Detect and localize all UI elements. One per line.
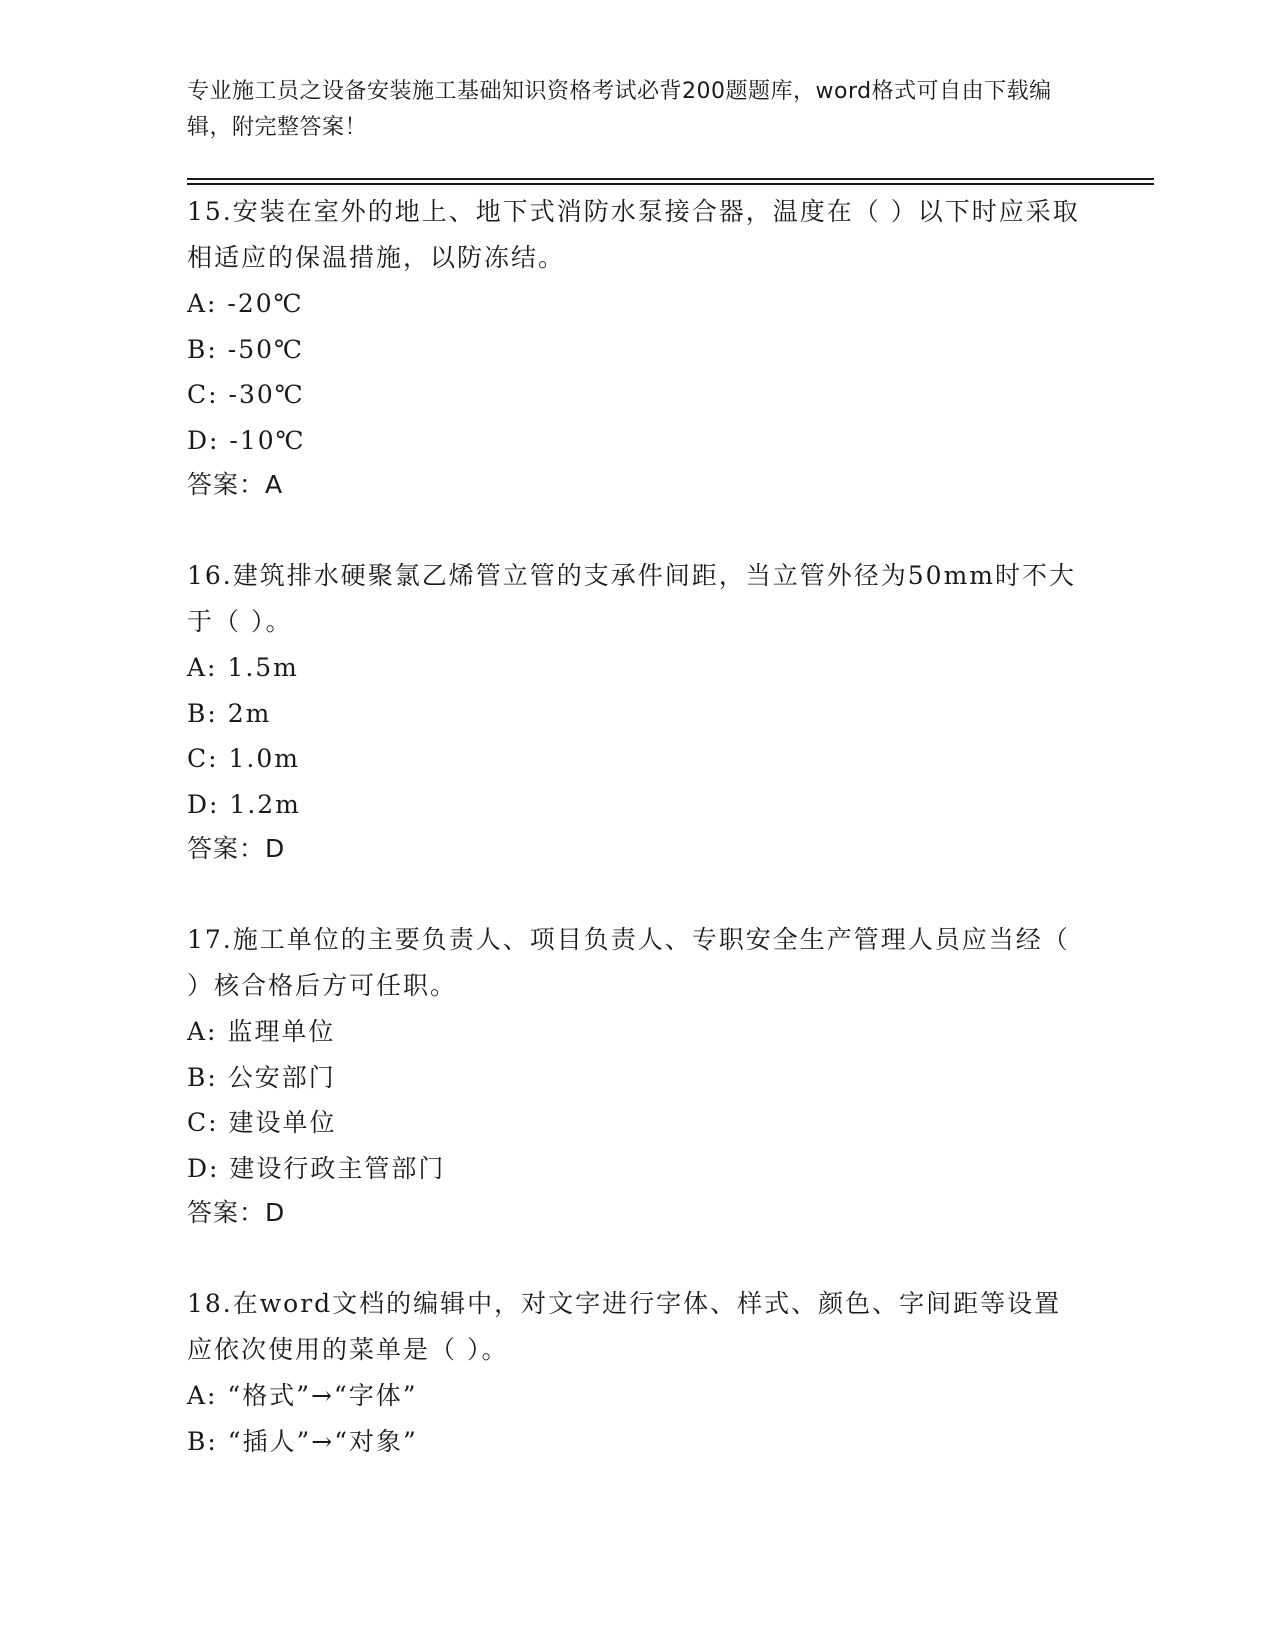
question-18 [187, 1281, 1087, 1464]
option-d: D: -10℃ [187, 425, 306, 455]
option-a: A: 1.5m [187, 653, 299, 682]
option-c: C: -30℃ [187, 380, 305, 409]
header-divider-bottom [187, 183, 1154, 185]
answer-label: 答案：D [187, 834, 286, 863]
question-stem: 18.在word文档的编辑中，对文字进行字体、样式、颜色、字间距等设置应依次使用的菜单是（ ）。 [187, 1289, 1062, 1364]
option-a: A: “格式”→“字体” [187, 1381, 418, 1410]
question-stem: 16.建筑排水硬聚氯乙烯管立管的支承件间距，当立管外径为50mm时不大于（ ）。 [187, 561, 1076, 636]
question-stem: 15.安装在室外的地上、地下式消防水泵接合器，温度在（ ）以下时应采取相适应的保温措施，以防冻结。 [187, 197, 1080, 272]
option-d: D: 1.2m [187, 789, 301, 819]
option-c: C: 1.0m [187, 744, 300, 773]
answer-label: 答案：D [187, 1198, 286, 1227]
document-header: 专业施工员之设备安装施工基础知识资格考试必背200题题库，word格式可自由下载编辑，附完整答案！ [187, 79, 1052, 140]
option-b: B: 2m [187, 698, 272, 728]
option-b: B: “插人”→“对象” [187, 1426, 418, 1456]
option-a: A: 监理单位 [187, 1017, 336, 1046]
question-15 [187, 189, 1087, 507]
question-17 [187, 917, 1087, 1235]
option-b: B: 公安部门 [187, 1062, 336, 1092]
option-c: C: 建设单位 [187, 1108, 337, 1137]
option-d: D: 建设行政主管部门 [187, 1153, 446, 1183]
option-a: A: -20℃ [187, 289, 304, 318]
header-divider-top [187, 178, 1154, 180]
option-b: B: -50℃ [187, 334, 304, 364]
answer-label: 答案：A [187, 470, 284, 499]
question-stem: 17.施工单位的主要负责人、项目负责人、专职安全生产管理人员应当经（ ）核合格后方可任职。 [187, 925, 1070, 1000]
question-16 [187, 553, 1087, 871]
